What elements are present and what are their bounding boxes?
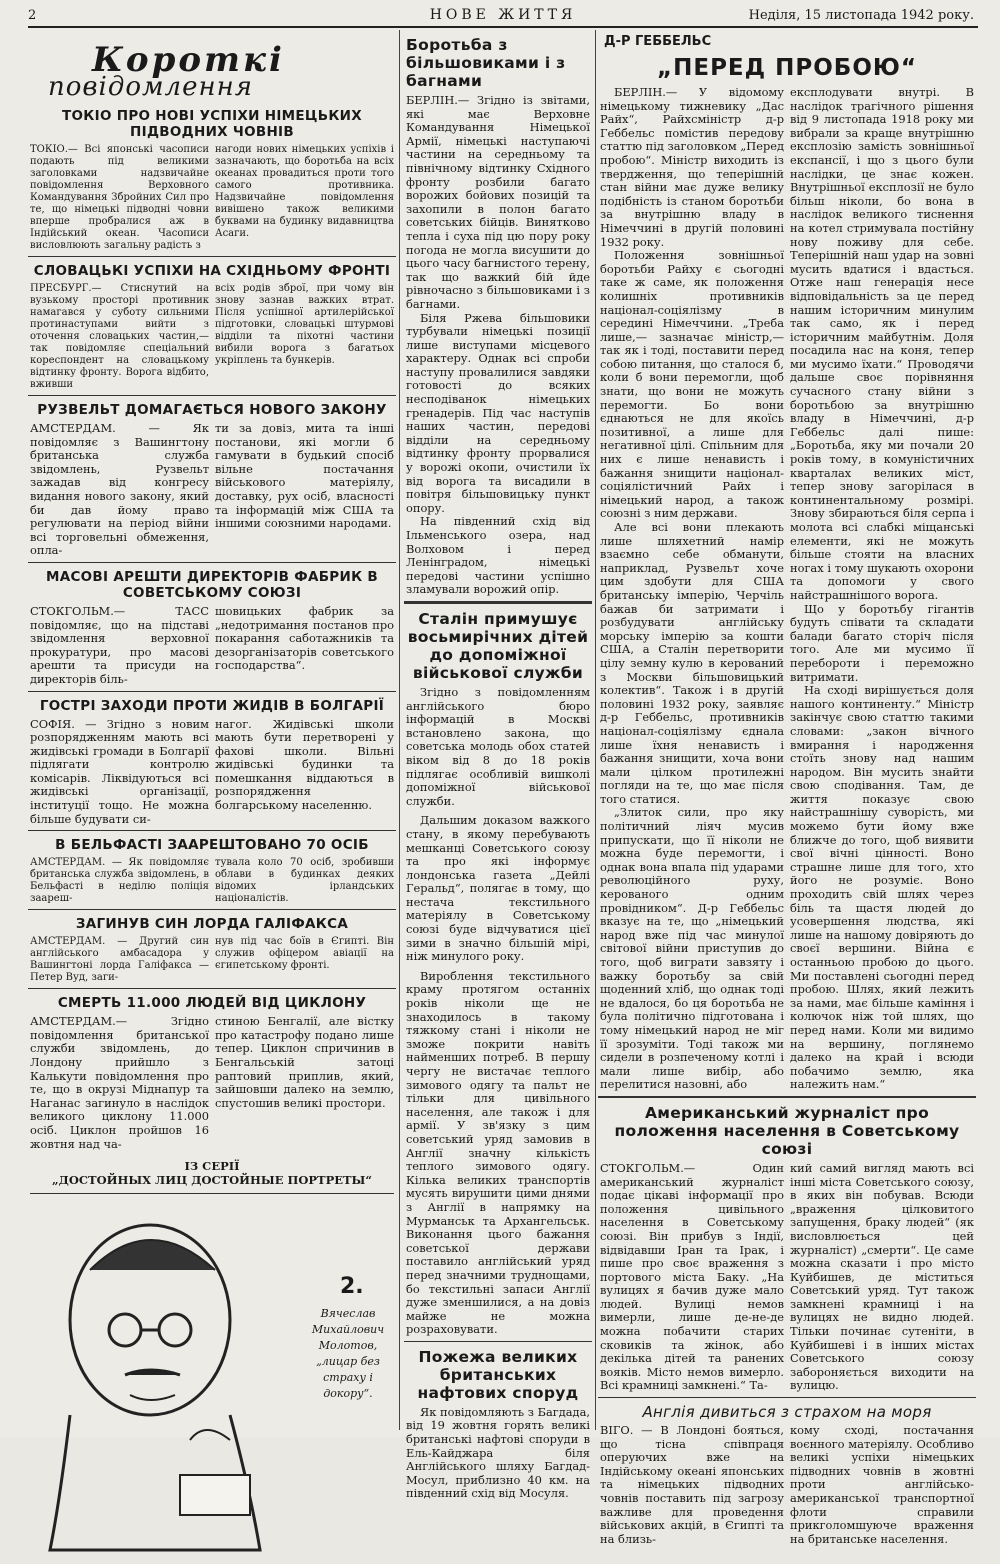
article-text: нагоди нових німецьких успіхів і зазначають, що боротьба на всіх океанах провадиться проти того самого противника. Надзвичайне повідомлення вивішено також великими буквами на будинку видавництва Асаги. <box>215 144 394 239</box>
article-halifax <box>28 916 396 984</box>
article-text: Положення зовнішньої боротьби Райху є сьогодні таке ж саме, як положення колишніх противників націонал-соціялізму в середині Німеччини. „Треба лише,— зазначає міністр,— так як і тоді, поставити перед собою питання, що сталося б, коли б вони перемогли, щоб знати, що вони не можуть перемогти. Бо вони єднаються не для якоїсь позитивної, а лише для негативної цілі. Спільним для них є лише ненависть і бажання знищити націонал-соціялістичний Райх і німецький народ, а також союзні з ним держави. <box>600 248 784 521</box>
article-american-journalist <box>598 1104 976 1393</box>
article-text: Дальшим доказом важкого стану, в якому перебувають мешканці Советського союзу та про які інформує лондонська газета „Дейлі Геральд“, полягає в тому, що нестача текстильного матеріялу в Советському союзі буде відчуватися цієї зими в значно більшій мірі, ніж минулого року. <box>406 813 590 964</box>
article-tokio <box>28 108 396 252</box>
headline: СЛОВАЦЬКІ УСПІХИ НА СХІДНЬОМУ ФРОНТІ <box>33 263 391 279</box>
divider <box>28 988 396 989</box>
article-bulgaria <box>28 698 396 827</box>
article-text: ТОКІО.— Всі японські часописи подають під великими заголовками надзвичайне повідомлення Верховного Командування Збройних Сил про те, що німецькі підводні човни вперше пробралися аж в Індійський океан. Часописи висловлюють загальну радість з <box>30 144 209 251</box>
article-text: нув під час боїв в Єгипті. Він служив офіцером авіації на єгипетському фронті. <box>215 936 394 972</box>
article-text: АМСТЕРДАМ. — Як повідомляє з Вашингтону британська служба звідомлень, Рузвельт зажадав від конгресу видання нового закону, який би дав йому право регулювати на період війни всі торговельні обмеження, опла- <box>30 421 209 558</box>
column-rule <box>399 30 400 1430</box>
divider <box>28 830 396 831</box>
article-text: АМСТЕРДАМ. — Другий син англійського амбасадора у Вашингтоні лорда Галіфакса — Петер Вуд, заги- <box>30 936 209 984</box>
article-goebbels <box>598 34 976 1092</box>
headline: „ПЕРЕД ПРОБОЮ“ <box>657 55 917 81</box>
headline: МАСОВІ АРЕШТИ ДИРЕКТОРІВ ФАБРИК В СОВЕТСЬКОМУ СОЮЗІ <box>45 568 379 601</box>
article-text: На південний схід від Ільменського озера, над Волховом і перед Ленінградом, німецькі передові частини успішно зламували ворожий опір. <box>406 514 590 597</box>
article-text: тувала коло 70 осіб, зробивши облави в будинках деяких відомих ірландських націоналістів. <box>215 857 394 905</box>
divider <box>28 395 396 396</box>
headline: РУЗВЕЛЬТ ДОМАГАЄТЬСЯ НОВОГО ЗАКОНУ <box>37 402 387 418</box>
column-rule <box>595 30 596 1430</box>
article-text: шовицьких фабрик за „недотримання постанов про покарання саботажників та дезорганізаторів советського господарства“. <box>215 603 394 673</box>
portrait-caption: Вячеслав Михайлович Молотов, „лицар без страху і докору“. <box>311 1307 385 1401</box>
article-stalin-children <box>404 610 592 1337</box>
article-text: АМСТЕРДАМ. — Як повідомляє британська служба звідомлень, в Бельфасті в неділю поліція заареш- <box>30 857 209 905</box>
article-text: БЕРЛІН.— Згідно із звітами, які має Верховне Командування Німецької Армії, німецькі наступаючі частини на середньому та північному відтинку Східного фронту розбили багато ворожих бойових позицій та захопили в полон багато советських бійців. Винятково тепла і суха під цю пору року погода не могла висушити до цього часу багнистого терену, так що важкий бій йде рівночасно з більшовиками і з багнами. <box>406 93 590 311</box>
headline: Сталін примушує восьмирічних дітей до допоміжної військової служби <box>407 609 589 682</box>
section-title-line-1: Короткі <box>92 40 285 80</box>
article-text: всіх родів зброї, при чому він знову зазнав важких втрат. Після успішної артилерійської підготовки, словацькі штурмові відділи та піхотні частини вибили ворога з багатьох укріплень та бункерів. <box>215 283 394 366</box>
headline: ЗАГИНУВ СИН ЛОРДА ГАЛІФАКСА <box>75 916 349 933</box>
portrait-number: 2. <box>340 1274 364 1300</box>
article-text: СОФІЯ. — Згідно з новим розпорядженням мають всі жидівські громади в Болгарії підлягати контролю комісарів. Ліквідуються всі жидівські організації, інституції тощо. Не можна більше будувати си- <box>30 716 209 826</box>
article-text: Згідно з повідомленням англійського бюро інформацій в Москві встановлено закона, що советська молодь обох статей віком від 8 до 18 років підлягає особливій вишколі допоміжної військової служби. <box>406 684 590 808</box>
caricature-drawing <box>30 1200 290 1560</box>
divider <box>28 691 396 692</box>
headline: Англія дивиться з страхом на моря <box>642 1403 932 1422</box>
masthead <box>28 4 978 28</box>
headline: Американський журналіст про положення населення в Советському союзі <box>614 1103 960 1158</box>
article-text: СТОКГОЛЬМ.— Один американський журналіст подає цікаві інформації про положення цивільного населення в Советському союзі. Він прибув з Індії, відвідавши Іран та Ірак, і пише про своє враження з портового міста Баку. „На вулицях я бачив дуже мало людей. Вулиці немов вимерли, лише де-не-де можна побачити старих сковиків та жінок, або декілька дітей та ранених вояків. Місто немов вимерло. Всі крамниці замкнені.“ Та- <box>600 1160 784 1393</box>
series-title: „ДОСТОЙНЫХ ЛИЦ ДОСТОЙНЫЕ ПОРТРЕТЫ“ <box>52 1173 372 1188</box>
article-text: АМСТЕРДАМ.— Згідно повідомлення британської служби звідомлень, до Лондону прийшло з Калькути повідомлення про те, що в окрузі Міднапур та Наганас загинуло в наслідок великого циклону 11.000 осіб. Циклон пройшов 16 жовтня над ча- <box>30 1014 209 1151</box>
paper-title: НОВЕ ЖИТТЯ <box>429 7 577 23</box>
article-text: Що у боротьбу гігантів будуть співати та складати балади багато сторіч після того. Але ми мусимо її перебороти і переможно витримати. <box>790 601 974 684</box>
right-column <box>598 30 976 1546</box>
article-text: Вироблення текстильного краму протягом останніх років ніколи ще не знаходилось в такому тяжкому стані і ніколи не зможе покрити навіть найменших потреб. В першу чергу не вистачає теплого зимового одягу та пальт не тільки для цивільного населення, але також і для армії. У зв'язку з цим советський уряд замовив в Англії значну кількість теплого зимового одягу. Кілька великих транспортів мусять вирушити цими днями з Англії в напрямку на Мурманськ та Архангельськ. Виконання цього бажання советської держави поставило англійський уряд перед значними труднощами, бо текстильні запаси Англії дуже зменшилися, а на довіз майже не можна розраховувати. <box>406 968 590 1337</box>
article-roosevelt <box>28 402 396 558</box>
article-text: нагог. Жидівські школи мають бути перетворені у фахові школи. Вільні жидівські будинки та помешкання віддаються в розпорядження болгарському населенню. <box>215 716 394 813</box>
article-text: „Злиток сили, про яку політичний ліяч мусив припускати, що її ніколи не можна буде перемогти, і однак вона впала під ударами революційного руху, керованого одним провідником“. Д-р Геббельс вказує на те, що „німецький народ вже під час минулої світової війни приступив до того, щоб виграти завзяту і важку боротьбу за свій щоденний хліб, що однак тоді не вдалося, бо ця боротьба не була політично підготована і тому німецький народ не міг її зрозуміти. Тоді також ми сидели в розпеченому котлі і мали лише вибір, або перелитися назовні, або <box>600 805 784 1092</box>
byline: Д-Р ГЕББЕЛЬС <box>604 34 712 49</box>
page-number: 2 <box>28 8 37 23</box>
headline: В БЕЛЬФАСТІ ЗААРЕШТОВАНО 70 ОСІБ <box>55 837 369 854</box>
divider <box>28 256 396 257</box>
headline: Боротьба з більшовиками і з багнами <box>406 36 566 90</box>
headline: СМЕРТЬ 11.000 ЛЮДЕЙ ВІД ЦИКЛОНУ <box>57 995 367 1012</box>
article-cyclone <box>28 995 396 1151</box>
article-text: БЕРЛІН.— У відомому німецькому тижневику „Дас Райх“, Райхсміністр д-р Геббельс помістив передову статтю під заголовком „Перед пробою“. Міністр виходить із твердження, що теперішній стан війни має дуже велику подібність із станом боротьби за внутрішню владу в Німеччині в другій половині 1932 року. <box>600 85 784 249</box>
article-text: експлодувати внутрі. В наслідок трагічного рішення від 9 листопада 1918 року ми вибрали за краще внутрішню експлозію замість зовнішньої експансії, і що з цього були наслідки, це знає кожен. Внутрішньої експлозії не було більш ніколи, бо вона в наслідок великого тиснення на котел стримувала постійну нову поживу для себе. Теперішній наш удар на зовні мусить вдатися і вдасться. Отже наш генерація несе відповідальність за це перед нашим історичним минулим так само, як і перед історичним майбутнім. Доля посадила нас на коня, тепер ми мусимо їхати.“ Проводячи дальше своє порівняння сучасного стану війни з боротьбою за внутрішню владу в Німеччині, д-р Геббельс далі пише: „Боротьба, яку ми почали 20 років тому, в комуністичних кварталах великих міст, тепер знову загорілася в континентальному розмірі. Знову збираються біля серпа і молота всі слабкі міщанські елементи, які не можуть більше стояти на власних ногах і тому шукають охорони та допомоги у свого найстрашнішого ворога. <box>790 85 974 602</box>
article-slovak <box>28 263 396 391</box>
headline: Пожежа великих британських нафтових споруд <box>417 1347 579 1402</box>
divider <box>404 1341 592 1342</box>
article-text: стиною Бенгалії, але вістку про катастрофу подано лише тепер. Циклон спричинив в Бенгальській затоці раптовий приплив, який, зайшовши далеко на землю, спустошив великі простори. <box>215 1014 394 1110</box>
middle-column <box>404 30 592 1501</box>
article-text: Біля Ржева більшовики турбували німецькі позиції лише виступами місцевого характеру. Однак всі спроби наступу провалилися завдяки готовості до всяких несподіванок німецьких гренадерів. Під час наступів наших частин, передові відділи на середньому відтинку фронту прорвалися у ворожі окопи, очистили їх від ворога та висадили в повітря більшовицьку пункт опору. <box>406 310 590 515</box>
divider <box>28 562 396 563</box>
section-title-line-2: повідомлення <box>48 72 253 102</box>
article-text: кому сході, постачання воєнного матеріялу. Особливо великі успіхи німецьких підводних човнів в жовтні проти англійсько-американської транспортної флоти справили прикголомшуюче враження на британське населення. <box>790 1423 974 1546</box>
article-oil-fire <box>404 1348 592 1501</box>
article-text: ВІГО. — В Лондоні бояться, що тісна співпраця оперуючих вже на Індійському океані японських та німецьких підводних човнів поставить під загрозу важливе для проведення військових акцій, в Єгипті та на близь- <box>600 1423 784 1546</box>
article-bolsheviks <box>404 36 592 597</box>
divider <box>598 1096 976 1098</box>
divider <box>28 909 396 910</box>
issue-date: Неділя, 15 листопада 1942 року. <box>748 8 974 23</box>
article-text: Як повідомляють з Багдада, від 19 жовтня горять великі британські нафтові споруди в Ель-Кайджара біля Англійського шляху Багдад-Мосул, приблизно 40 км. на південний схід від Мосуля. <box>406 1404 590 1501</box>
caricature <box>30 1193 394 1564</box>
divider <box>404 601 592 604</box>
article-text: На сході вирішується доля нашого континенту.“ Міністр закінчує свою статтю такими словами: „закон вічного вмирання і народження стоїть знову над нашим народом. Він мусить знайти свою сподівання. Там, де життя показує свою найстрашнішу суворість, ми можемо бути йому вже ближче до того, щоб виявити свої вічні цінності. Воно страшне лише для того, хто його не розуміє. Воно проходить свій шлях через біль та щастя людей до усовершення людства, які лише на нашому довіряють до своєї вершини. Війна є останньою пробою до цього. Ми поставлені сьогодні перед пробою. Шлях, який лежить за нами, має більше каміння і колючок ніж той шлях, що перед нами. Коли ми видимо на вершину, поглянемо далеко на край і всюди побачимо землю, яка належить нам.“ <box>790 683 974 1092</box>
headline: ТОКІО ПРО НОВІ УСПІХИ НІМЕЦЬКИХ ПІДВОДНИХ ЧОВНІВ <box>62 108 362 140</box>
divider <box>598 1397 976 1398</box>
article-arrests <box>28 569 396 687</box>
article-text: ПРЕСБУРГ.— Стиснутий на вузькому просторі противник намагався у суботу сильними протинаступами вийти з оточення словацьких частин,— так повідомляє спеціальний кореспондент на словацькому відтинку фронту. Ворога відбито, вживши <box>30 283 209 390</box>
article-text: СТОКГОЛЬМ.— ТАСС повідомляє, що на підставі звідомлення верховної прокуратури, про масові арешти та присуди на директорів біль- <box>30 603 209 686</box>
article-england-sea <box>598 1404 976 1546</box>
cartoon-series <box>28 1159 396 1564</box>
section-title <box>28 30 396 102</box>
left-column <box>28 30 396 1430</box>
article-text: ти за довіз, мита та інші постанови, які могли б гамувати в будький спосіб вільне постачання військового матеріялу, доставку, рух осіб, власності та інформацій між США та іншими союзними народами. <box>215 421 394 531</box>
headline: ГОСТРІ ЗАХОДИ ПРОТИ ЖИДІВ В БОЛГАРІЇ <box>39 697 385 714</box>
article-text: кий самий вигляд мають всі інші міста Советського союзу, в яких він побував. Всюди „враження цілковитого запущення, браку людей“ (як висловлюється цей журналіст) „смерти“. Це саме можна сказати і про місто Куйбишев, де міститься Советський уряд. Тут також замкнені крамниці і на вулицях не видно людей. Тільки починає сутеніти, в Куйбишеві і в інших містах Советського союзу забороняється виходити на вулицю. <box>790 1160 974 1393</box>
article-text: Але всі вони плекають лише шляхетний намір взаємно себе обманути, наприклад, Рузвельт хоче цим здобути для США британську імперію, Черчіль бажав би затримати і розбудувати англійську морську імперію за кошти США, а Сталін перетворити цілу земну кулю в керований з Москви більшовицький колектив“. Також і в другій половині 1932 року, заявляє д-р Геббельс, противників націонал-соціялізму єднала лише їхня ненависть і бажання знищити, хоча вони мали цілком протилежні погляди на те, що має після того статися. <box>600 520 784 806</box>
series-label: ІЗ СЕРІЇ <box>184 1159 240 1174</box>
article-belfast <box>28 837 396 905</box>
